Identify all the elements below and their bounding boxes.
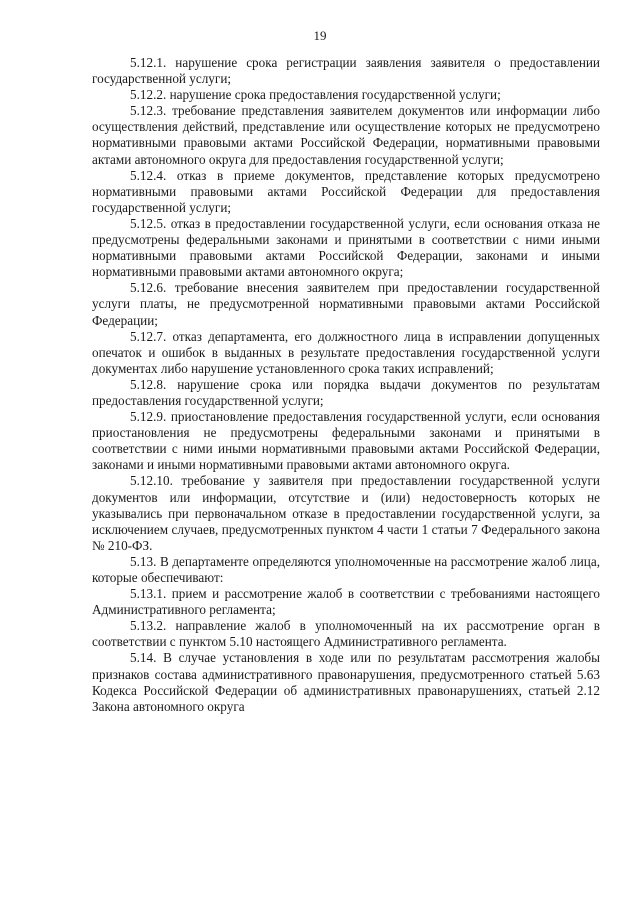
paragraph-5-13-1: 5.13.1. прием и рассмотрение жалоб в соответствии с требованиями настоящего Административного регламента; bbox=[92, 586, 600, 618]
paragraph-5-12-8: 5.12.8. нарушение срока или порядка выдачи документов по результатам предоставления государственной услуги; bbox=[92, 376, 600, 408]
paragraph-5-12-6: 5.12.6. требование внесения заявителем при предоставлении государственной услуги платы, не предусмотренной нормативными правовыми актами Российской Федерации; bbox=[92, 280, 600, 328]
paragraph-5-12-4: 5.12.4. отказ в приеме документов, представление которых предусмотрено нормативными правовыми актами Российской Федерации для предоставления государственной услуги; bbox=[92, 167, 600, 215]
paragraph-5-12-7: 5.12.7. отказ департамента, его должностного лица в исправлении допущенных опечаток и ошибок в выданных в результате предоставления государственной услуги документах либо нарушение установленного срока таких исправлений; bbox=[92, 328, 600, 376]
paragraph-5-12-2: 5.12.2. нарушение срока предоставления государственной услуги; bbox=[130, 87, 501, 103]
paragraph-5-12-10: 5.12.10. требование у заявителя при предоставлении государственной услуги документов или информации, отсутствие и (или) недостоверность которых не указывались при первоначальном отказе в предоставлении государственной услуги, за исключением случаев, предусмотренных пунктом 4 части 1 статьи 7 Федерального закона № 210-ФЗ. bbox=[92, 473, 600, 553]
paragraph-5-13-2: 5.13.2. направление жалоб в уполномоченный на их рассмотрение орган в соответствии с пунктом 5.10 настоящего Административного регламента. bbox=[92, 618, 600, 650]
paragraph-5-14: 5.14. В случае установления в ходе или по результатам рассмотрения жалобы признаков состава административного правонарушения, предусмотренного статьей 5.63 Кодекса Российской Федерации об административных правонарушениях, статьей 2.12 Закона автономного округа bbox=[92, 650, 600, 714]
paragraph-5-12-1: 5.12.1. нарушение срока регистрации заявления заявителя о предоставлении государственной услуги; bbox=[92, 55, 600, 87]
document-body bbox=[92, 55, 600, 715]
paragraph-5-12-9: 5.12.9. приостановление предоставления государственной услуги, если основания приостановления не предусмотрены федеральными законами и принятыми в соответствии с ними иными нормативными правовыми актами Российской Федерации, законами и иными нормативными правовыми актами автономного округа. bbox=[92, 409, 600, 473]
page-number: 19 bbox=[313, 28, 327, 43]
paragraph-5-13: 5.13. В департаменте определяются уполномоченные на рассмотрение жалоб лица, которые обеспечивают: bbox=[92, 553, 600, 585]
paragraph-5-12-3: 5.12.3. требование представления заявителем документов или информации либо осуществления действий, представление или осуществление которых не предусмотрено нормативными правовыми актами Российской Федерации, нормативными правовыми актами автономного округа для предоставления государственной услуги; bbox=[92, 103, 600, 167]
paragraph-5-12-5: 5.12.5. отказ в предоставлении государственной услуги, если основания отказа не предусмотрены федеральными законами и принятыми в соответствии с ними иными нормативными правовыми актами Российской Федерации, законами и иными нормативными правовыми актами автономного округа; bbox=[92, 215, 600, 280]
